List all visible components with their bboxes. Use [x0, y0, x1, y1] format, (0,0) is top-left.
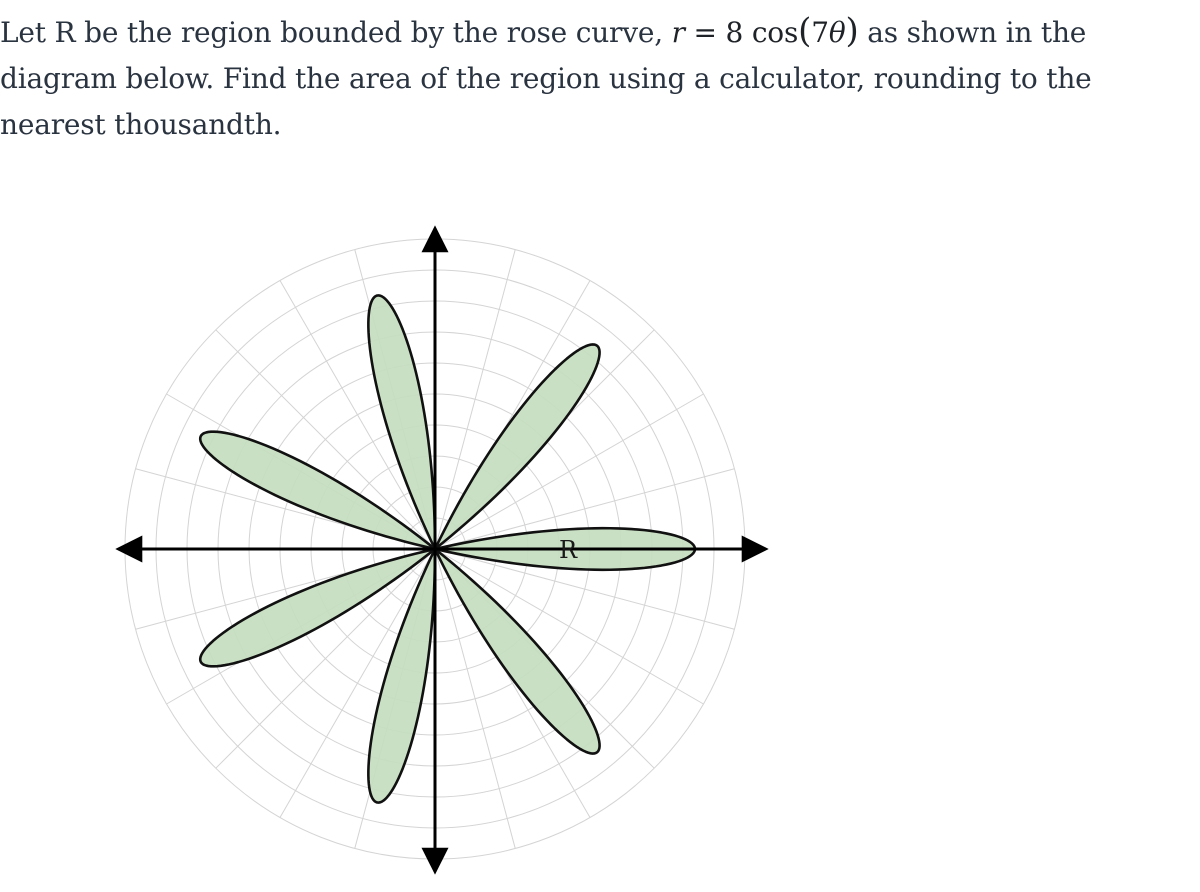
- equation-coefficient: 8: [725, 16, 752, 49]
- petal: [435, 344, 600, 549]
- equation-equals: =: [684, 16, 726, 49]
- axes: [118, 228, 766, 872]
- equation-arg-theta: θ: [828, 16, 846, 49]
- problem-statement: [0, 8, 1195, 148]
- problem-text-before: Let R be the region bounded by the rose curve,: [0, 16, 672, 49]
- rose-equation: [671, 11, 859, 51]
- polar-rose-diagram: [100, 210, 780, 890]
- problem-text-after: as shown in the diagram below. Find the area of the region using a calculator, rounding to the nearest thousandth.: [0, 16, 1092, 141]
- equation-var-r: r: [671, 16, 685, 49]
- equation-open-paren: (: [798, 11, 812, 51]
- equation-cos: cos: [751, 16, 799, 49]
- equation-close-paren: ): [845, 11, 859, 51]
- region-label-r: R: [558, 536, 578, 564]
- equation-arg-number: 7: [811, 16, 829, 49]
- petal: [435, 549, 600, 754]
- grid-spoke: [435, 549, 703, 704]
- grid-spoke: [435, 394, 703, 549]
